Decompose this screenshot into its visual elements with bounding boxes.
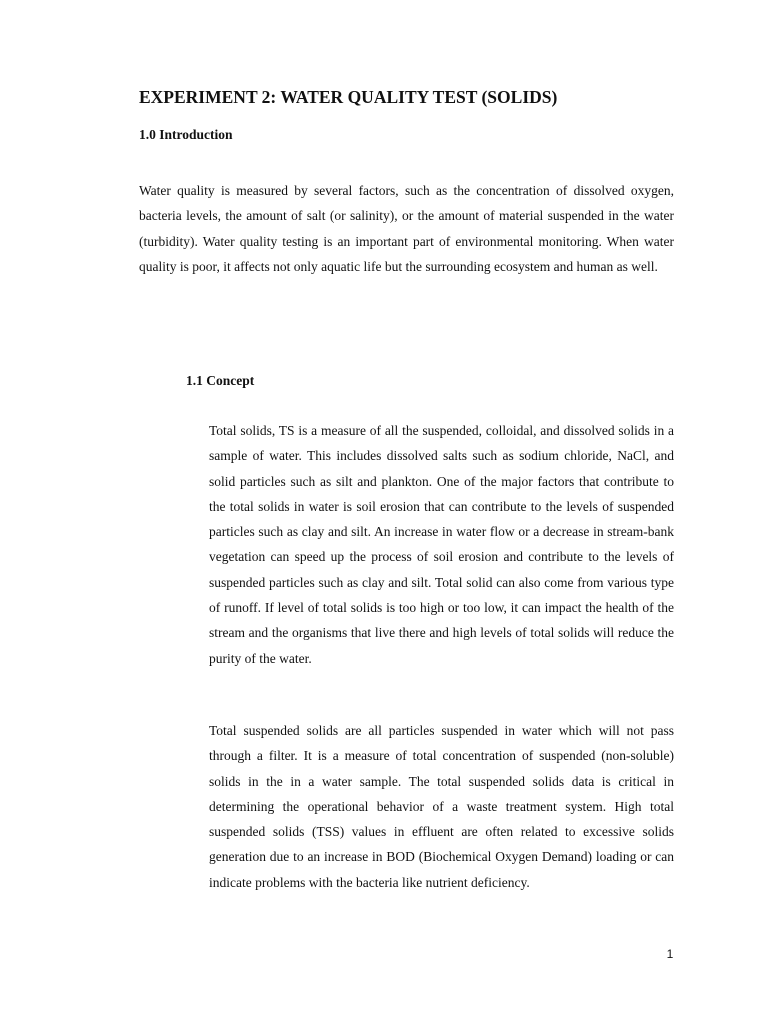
section-heading-concept: 1.1 Concept [186,373,255,388]
introduction-paragraph: Water quality is measured by several factors, such as the concentration of dissolved oxygen, bacteria levels, the amount of salt (or salinity), or the amount of material suspended in the water (turbidity). Water quality testing is an important part of environmental monitoring. When water quality is poor, it affects not only aquatic life but the surrounding ecosystem and human as well. [139,183,674,274]
concept-paragraph-total-suspended-solids: Total suspended solids are all particles suspended in water which will not pass through a filter. It is a measure of total concentration of suspended (non-soluble) solids in the in a water sample. The total suspended solids data is critical in determining the operational behavior of a waste treatment system. High total suspended solids (TSS) values in effluent are often related to excessive solids generation due to an increase in BOD (Biochemical Oxygen Demand) loading or can indicate problems with the bacteria like nutrient deficiency. [209,723,674,890]
document-title: EXPERIMENT 2: WATER QUALITY TEST (SOLIDS) [139,87,558,107]
section-heading-introduction: 1.0 Introduction [139,127,233,142]
page-number: 1 [666,947,674,961]
concept-paragraph-total-solids: Total solids, TS is a measure of all the suspended, colloidal, and dissolved solids in a sample of water. This includes dissolved salts such as sodium chloride, NaCl, and solid particles such as silt and plankton. One of the major factors that contribute to the total solids in water is soil erosion that can contribute to the levels of suspended particles such as clay and silt. An increase in water flow or a decrease in stream-bank vegetation can speed up the process of soil erosion and contribute to the levels of suspended particles such as clay and silt. Total solid can also come from various type of runoff. If level of total solids is too high or too low, it can impact the health of the stream and the organisms that live there and high levels of total solids will reduce the purity of the water. [209,423,674,666]
